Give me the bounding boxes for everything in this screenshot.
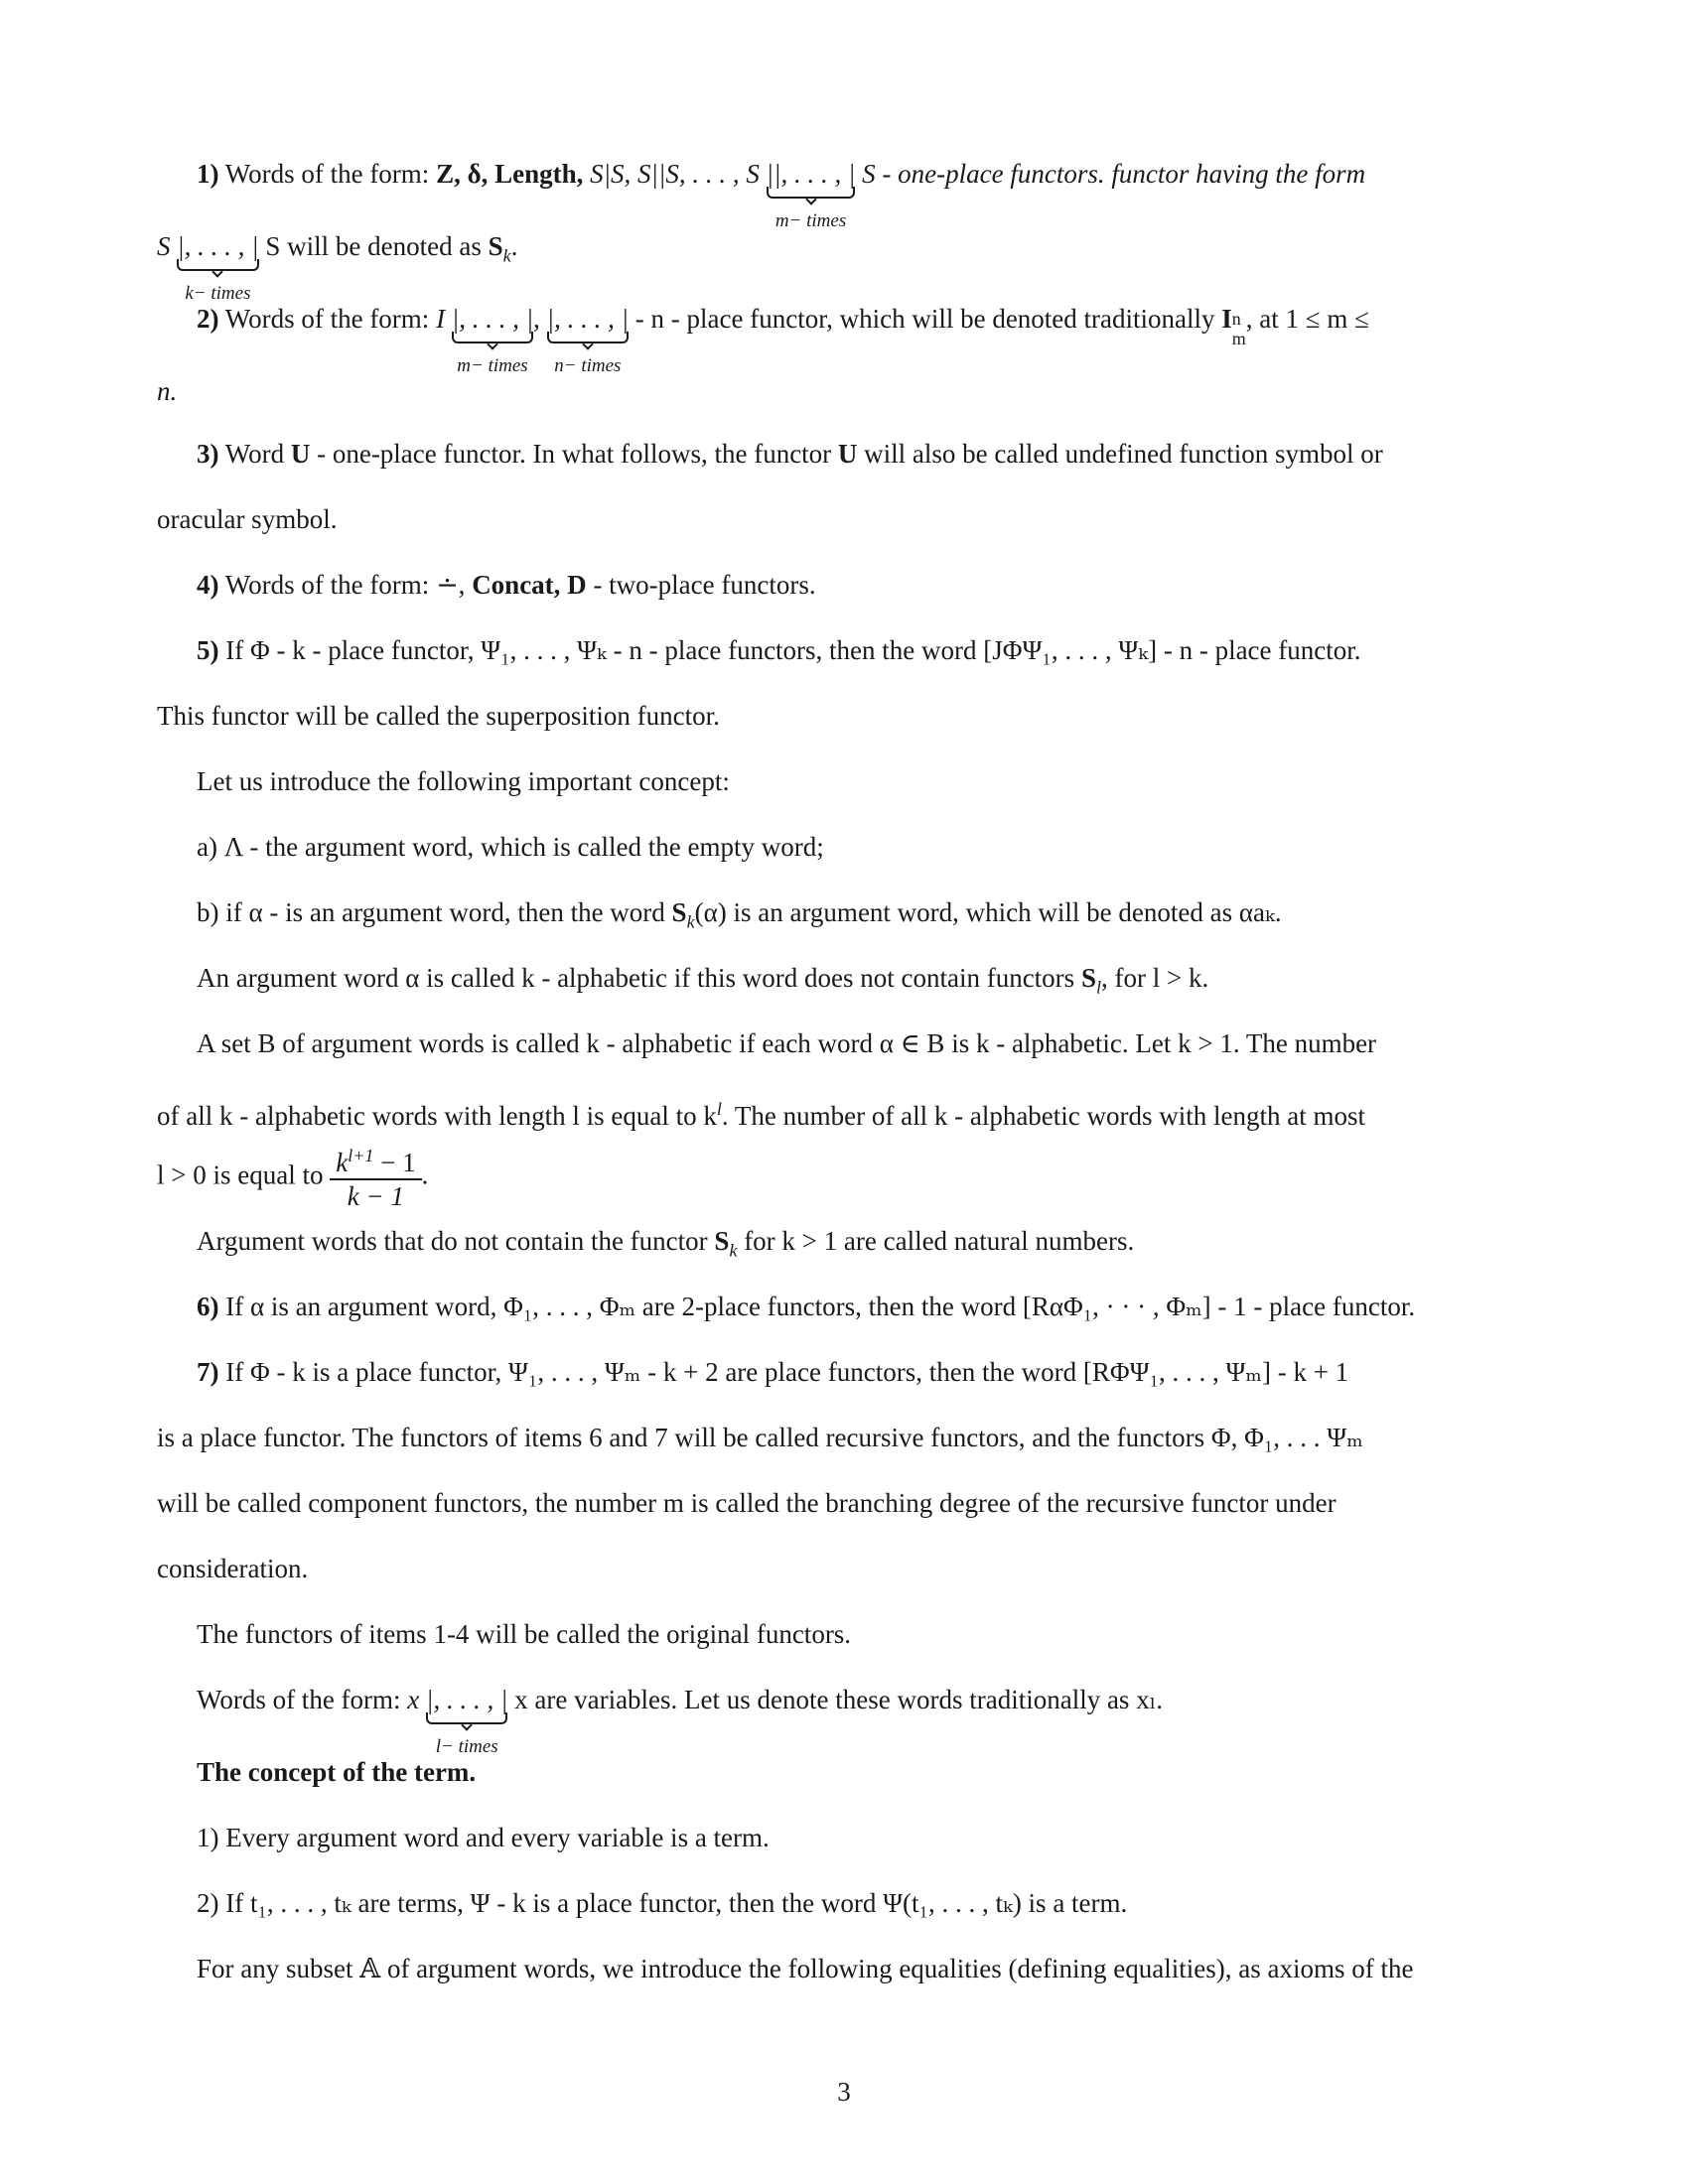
item-7-text-1: If Φ - k is a place functor, Ψ₁, . . . , Ψₘ - k + 2 are place functors, then the word [RΦΨ₁, . . . , Ψₘ] - k + 1 bbox=[225, 1357, 1349, 1387]
variables-text-a: Words of the form: bbox=[197, 1685, 401, 1714]
item-2-brace1-content: |, . . . , | bbox=[451, 304, 534, 334]
item-2-underbrace-2 bbox=[546, 302, 630, 376]
alphabetic-line bbox=[197, 961, 1208, 1004]
item-2-text-f: - n - place functor, which will be denoted traditionally bbox=[634, 304, 1215, 334]
item-5-line-1 bbox=[197, 633, 1361, 667]
item-1-brace-label: m− times bbox=[774, 210, 847, 231]
item-2-line-1 bbox=[197, 302, 1369, 376]
item-2-i: I bbox=[436, 304, 446, 334]
item-3-u2: U bbox=[837, 439, 858, 469]
item-2-i-bold: I bbox=[1221, 304, 1232, 334]
term-rule-1: 1) Every argument word and every variable is a term. bbox=[197, 1823, 770, 1852]
variables-text-d: x are variables. Let us denote these words traditionally as xₗ. bbox=[514, 1685, 1163, 1714]
item-1-number: 1) bbox=[197, 159, 219, 189]
alphabetic-s: S bbox=[1080, 963, 1096, 993]
item-4-concat: Concat, D bbox=[472, 570, 587, 600]
item-b-text-d: (α) is an argument word, which will be denoted as αaₖ. bbox=[694, 897, 1282, 927]
item-1-underbrace-2 bbox=[177, 229, 259, 304]
item-1-l2-period: . bbox=[510, 231, 518, 261]
item-2-sup: n bbox=[1231, 309, 1241, 329]
variables-underbrace bbox=[426, 1683, 508, 1757]
alphabetic-text-d: , for l > k. bbox=[1100, 963, 1209, 993]
item-1-functors-bold: Z, δ, Length, bbox=[436, 159, 584, 189]
item-2-number: 2) bbox=[197, 304, 219, 334]
item-4-line bbox=[197, 568, 816, 602]
item-1-math-c: S|S, S||S, . . . , S bbox=[590, 159, 760, 189]
set-line-3-b: . bbox=[421, 1160, 429, 1190]
set-line-2 bbox=[157, 1092, 1365, 1133]
variables-line bbox=[197, 1683, 1163, 1757]
item-1-l2-sk: S bbox=[488, 231, 503, 261]
item-7-line-1 bbox=[197, 1355, 1348, 1389]
item-3-text-c: - one-place functor. In what follows, the functor bbox=[317, 439, 832, 469]
set-line-2-b: . The number of all k - alphabetic words with length at most bbox=[721, 1101, 1366, 1131]
item-5-number: 5) bbox=[197, 635, 219, 665]
original-functors-line: The functors of items 1-4 will be called the original functors. bbox=[197, 1619, 852, 1649]
set-line-3-a: l > 0 is equal to bbox=[157, 1160, 324, 1190]
item-7-line-3: will be called component functors, the number m is called the branching degree of the recursive functor under bbox=[157, 1488, 1336, 1518]
item-2-underbrace-1 bbox=[451, 302, 534, 376]
item-b-text-a: b) if α - is an argument word, then the word bbox=[197, 897, 665, 927]
item-4-text-a: Words of the form: bbox=[224, 570, 430, 600]
item-b bbox=[197, 895, 1282, 938]
alphabetic-text-a: An argument word α is called k - alphabetic if this word does not contain functors bbox=[197, 963, 1075, 993]
alphabetic-l: l bbox=[1095, 977, 1101, 998]
natural-line bbox=[197, 1224, 1134, 1267]
item-1-text-a: Words of the form: bbox=[224, 159, 430, 189]
natural-s: S bbox=[714, 1226, 730, 1256]
item-7-line-4: consideration. bbox=[157, 1554, 309, 1583]
item-6-number: 6) bbox=[197, 1292, 219, 1321]
item-1-l2-s: S bbox=[157, 231, 171, 261]
frac-minus-one: − 1 bbox=[373, 1148, 416, 1177]
item-7-number: 7) bbox=[197, 1357, 219, 1387]
term-rule-2: 2) If t₁, . . . , tₖ are terms, Ψ - k is a place functor, then the word Ψ(t₁, . . . , tₖ) is a term. bbox=[197, 1888, 1128, 1918]
item-3-u: U bbox=[290, 439, 311, 469]
term-heading: The concept of the term. bbox=[197, 1757, 477, 1787]
item-4-monus: ∸, bbox=[436, 570, 466, 600]
item-2-text-h: , at 1 ≤ m ≤ bbox=[1245, 304, 1369, 334]
item-3-line-2: oracular symbol. bbox=[157, 504, 338, 534]
item-2-brace1-label: m− times bbox=[457, 355, 528, 376]
natural-text-d: for k > 1 are called natural numbers. bbox=[744, 1226, 1135, 1256]
item-1-brace-content: ||, . . . , | bbox=[766, 159, 856, 189]
item-3-number: 3) bbox=[197, 439, 219, 469]
item-1-text-e: S - one-place functors. functor having the form bbox=[862, 159, 1366, 189]
item-1-line-2 bbox=[157, 229, 518, 304]
item-1-line-1 bbox=[197, 157, 1366, 231]
item-2-line-2: n. bbox=[157, 376, 178, 406]
item-5-line-2: This functor will be called the superposition functor. bbox=[157, 701, 720, 731]
page-number: 3 bbox=[837, 2077, 851, 2107]
item-1-l2-k: k bbox=[502, 245, 511, 266]
item-3-text-e: will also be called undefined function symbol or bbox=[864, 439, 1383, 469]
item-2-text-a: Words of the form: bbox=[224, 304, 430, 334]
item-3-line-1 bbox=[197, 437, 1383, 471]
item-1-brace2-content: |, . . . , | bbox=[177, 231, 259, 261]
variables-x: x bbox=[407, 1685, 420, 1714]
item-1-brace2-label: k− times bbox=[185, 283, 251, 304]
item-2-brace2-label: n− times bbox=[554, 355, 622, 376]
set-line-2-sup: l bbox=[716, 1099, 722, 1119]
item-6-text: If α is an argument word, Φ₁, . . . , Φₘ are 2-place functors, then the word [RαΦ₁, · · · , Φₘ] - 1 - place functor. bbox=[225, 1292, 1416, 1321]
item-5-text: If Φ - k - place functor, Ψ₁, . . . , Ψₖ - n - place functors, then the word [JΦΨ₁, . . . , Ψₖ] - n - place functor. bbox=[225, 635, 1361, 665]
item-1-l2-text: S will be denoted as bbox=[265, 231, 482, 261]
item-6-line bbox=[197, 1290, 1415, 1323]
variables-brace-content: |, . . . , | bbox=[426, 1685, 508, 1714]
item-a: a) Λ - the argument word, which is called the empty word; bbox=[197, 832, 824, 862]
natural-text-a: Argument words that do not contain the functor bbox=[197, 1226, 708, 1256]
item-7-line-2: is a place functor. The functors of items 6 and 7 will be called recursive functors, and the functors Φ, Φ₁, . . . Ψₘ bbox=[157, 1423, 1363, 1452]
fraction-denominator: k − 1 bbox=[347, 1181, 405, 1211]
set-line-2-a: of all k - alphabetic words with length l is equal to k bbox=[157, 1101, 717, 1131]
set-line-1: A set B of argument words is called k - alphabetic if each word α ∈ B is k - alphabetic. Let k > 1. The number bbox=[197, 1028, 1377, 1058]
natural-k: k bbox=[729, 1240, 738, 1261]
item-4-number: 4) bbox=[197, 570, 219, 600]
set-line-3 bbox=[157, 1142, 428, 1214]
intro-line: Let us introduce the following important concept: bbox=[197, 766, 730, 796]
variables-brace-label: l− times bbox=[435, 1736, 498, 1757]
fraction bbox=[330, 1140, 421, 1212]
axioms-line: For any subset 𝔸 of argument words, we introduce the following equalities (defining equalities), as axioms of the bbox=[197, 1954, 1414, 1983]
item-b-s: S bbox=[671, 897, 687, 927]
frac-sup: l+1 bbox=[348, 1146, 374, 1165]
item-b-k: k bbox=[686, 911, 695, 932]
item-2-comma: , bbox=[533, 304, 540, 334]
item-1-underbrace bbox=[766, 157, 856, 231]
item-4-text-d: - two-place functors. bbox=[593, 570, 816, 600]
item-3-text-a: Word bbox=[224, 439, 285, 469]
item-2-brace2-content: |, . . . , | bbox=[546, 304, 630, 334]
item-2-sub: m bbox=[1231, 329, 1246, 348]
frac-k: k bbox=[336, 1148, 349, 1177]
fraction-numerator bbox=[330, 1140, 421, 1180]
